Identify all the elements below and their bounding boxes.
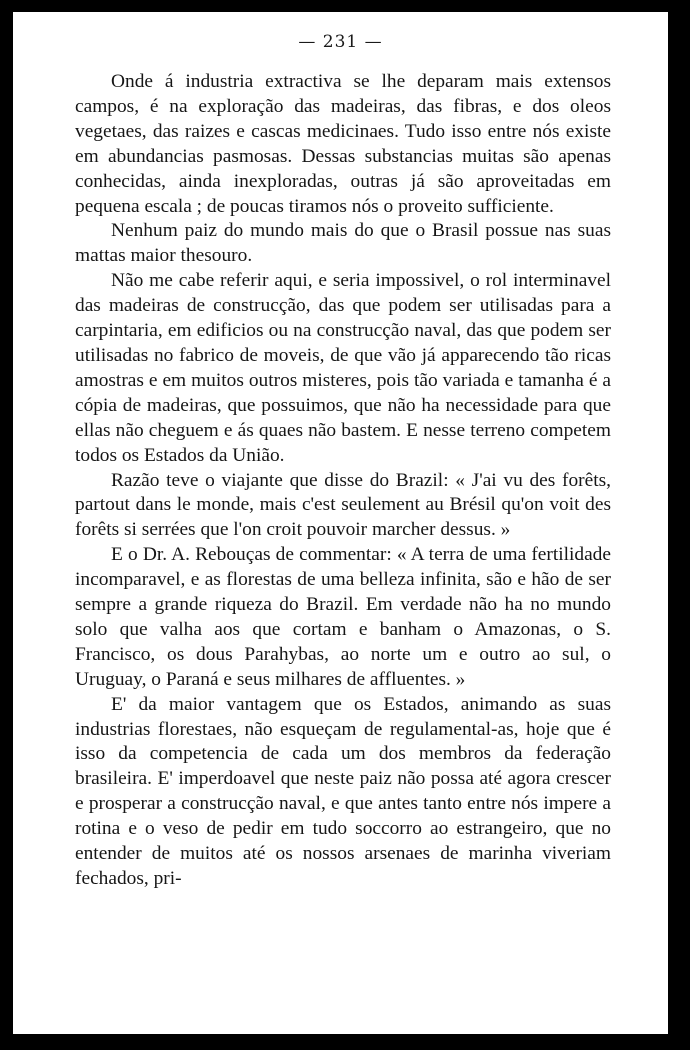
paragraph-brazil-treasure: Nenhum paiz do mundo mais do que o Brasil possue nas suas mattas maior thesouro. <box>75 220 611 267</box>
paragraph-extractive-industry: Onde á industria extractiva se lhe deparam mais extensos campos, é na exploração das madeiras, das fibras, e dos oleos vegetaes, das raizes e cascas medicinaes. Tudo isso entre nós existe em abundancias pasmosas. Dessas substancias muitas são apenas conhecidas, ainda inexploradas, outras já são aproveitadas em pequena escala ; de poucas tiramos nós o proveito sufficiente. <box>75 71 611 217</box>
paragraph-construction-woods: Não me cabe referir aqui, e seria impossivel, o rol interminavel das madeiras de construcção, das que podem ser utilisadas para a carpintaria, em edificios ou na construcção naval, das que podem ser utilisadas no fabrico de moveis, de que vão já apparecendo tão ricas amostras e em muitos outros misteres, pois tão variada e tamanha é a cópia de madeiras, que possuimos, que não ha necessidade para que ellas não cheguem e ás quaes não bastem. E nesse terreno competem todos os Estados da União. <box>75 270 611 466</box>
paragraph-reboucas-quote: E o Dr. A. Rebouças de commentar: « A terra de uma fertilidade incomparavel, e as florestas de uma belleza infinita, são e hão de ser sempre a grande riqueza do Brazil. Em verdade não ha no mundo solo que valha aos que cortam e banham o Amazonas, o S. Francisco, os dous Parahybas, ao norte um e outro ao sul, o Uruguay, o Paraná e seus milhares de affluentes. » <box>75 544 611 690</box>
paragraph-traveller-quote: Razão teve o viajante que disse do Brazil: « J'ai vu des forêts, partout dans le monde, mais c'est seulement au Brésil qu'on voit des forêts si serrées que l'on croit pouvoir marcher dessus. » <box>75 469 611 541</box>
book-page <box>13 12 668 1034</box>
page-body <box>75 70 611 892</box>
paragraph-forest-regulation: E' da maior vantagem que os Estados, animando as suas industrias florestaes, não esqueçam de regulamental-as, hoje que é isso da competencia de cada um dos membros da federação brasileira. E' imperdoavel que neste paiz não possa até agora crescer e prosperar a construcção naval, e que antes tanto entre nós impere a rotina e o veso de pedir em tudo soccorro ao estrangeiro, que no entender de muitos até os nossos arsenaes de marinha viveriam fechados, pri- <box>75 693 611 889</box>
page-number: — 231 — <box>298 32 383 52</box>
